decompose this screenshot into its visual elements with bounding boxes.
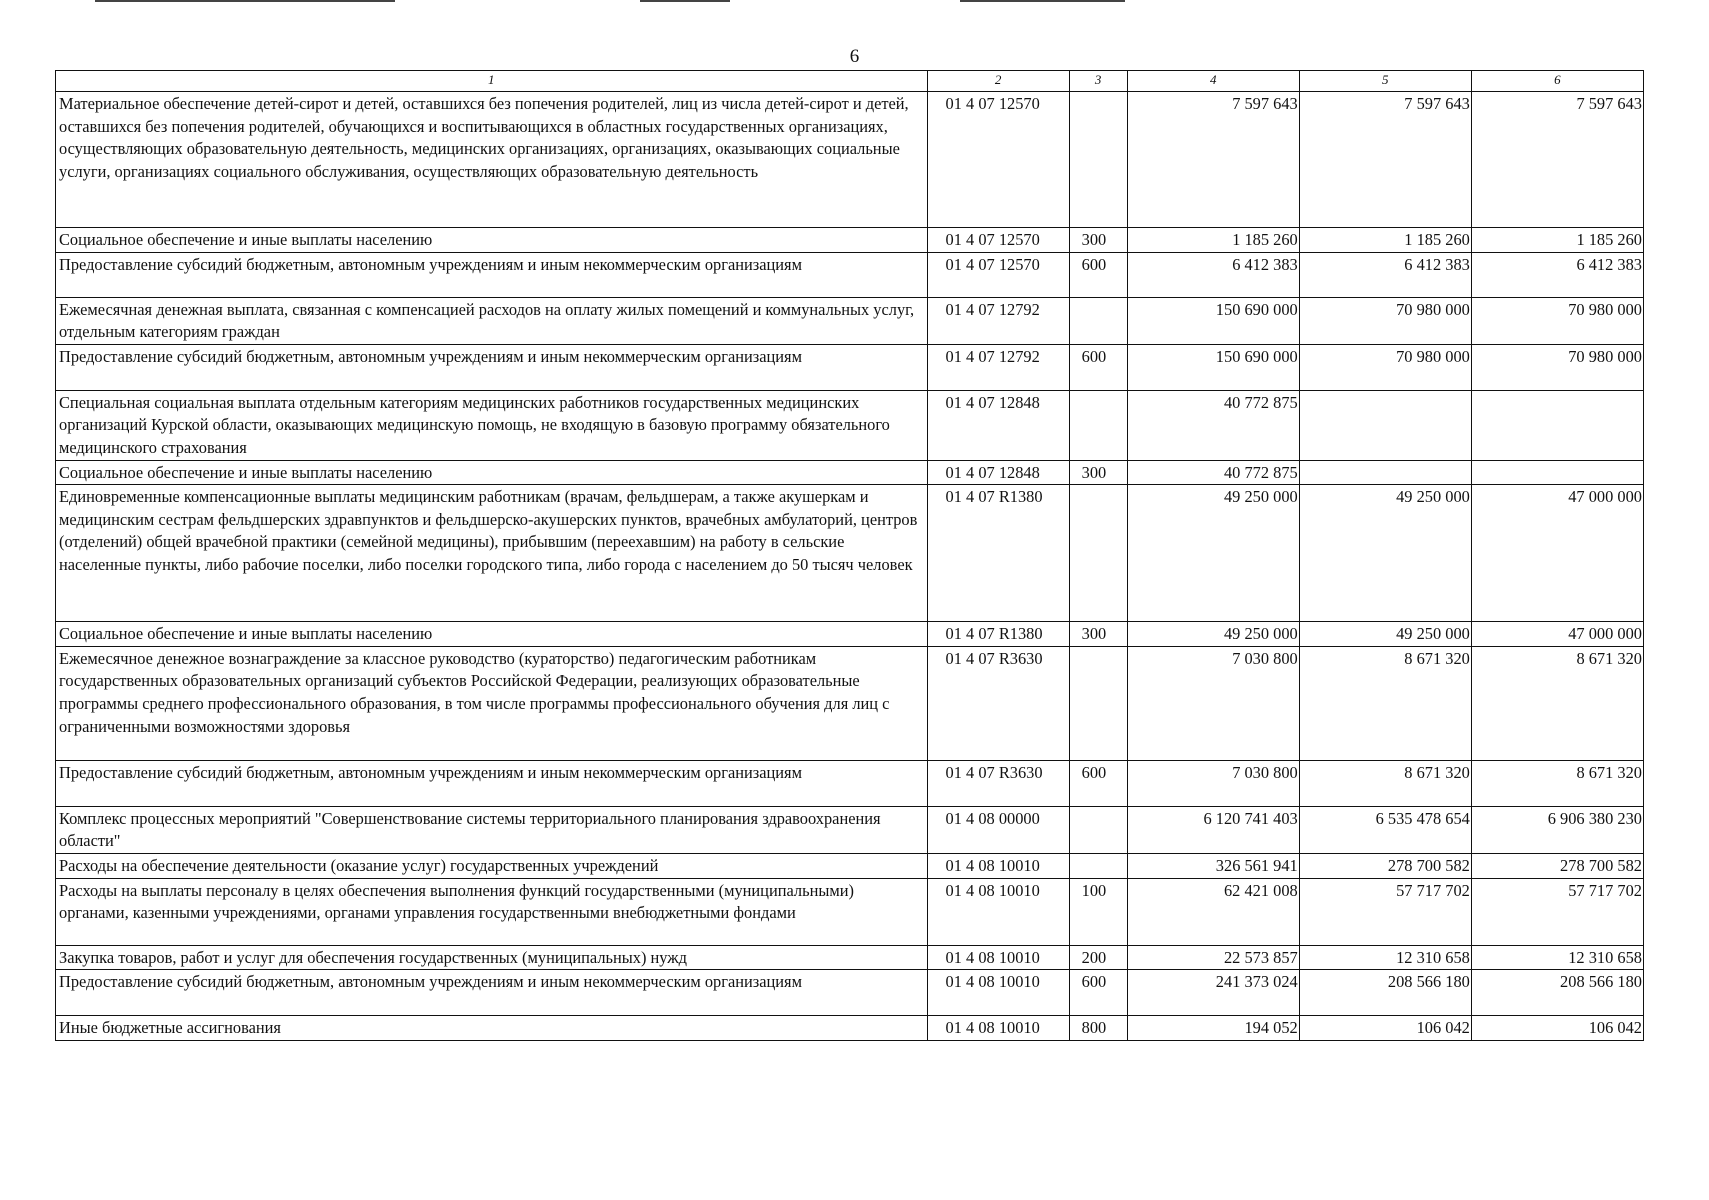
amount-cell: 49 250 000 bbox=[1299, 622, 1471, 647]
table-row bbox=[56, 945, 1644, 970]
amount-cell: 6 412 383 bbox=[1299, 252, 1471, 297]
expense-name-cell: Комплекс процессных мероприятий "Совершенствование системы территориального планирования здравоохранения области" bbox=[56, 806, 928, 853]
amount-cell: 8 671 320 bbox=[1471, 646, 1643, 760]
amount-cell: 57 717 702 bbox=[1471, 878, 1643, 945]
amount-cell: 7 597 643 bbox=[1471, 92, 1643, 228]
amount-cell: 12 310 658 bbox=[1299, 945, 1471, 970]
column-number: 2 bbox=[927, 71, 1069, 92]
table-row bbox=[56, 1016, 1644, 1041]
amount-cell: 6 120 741 403 bbox=[1127, 806, 1299, 853]
expense-name-cell: Ежемесячное денежное вознаграждение за классное руководство (кураторство) педагогическим работникам государственных образовательных организаций субъектов Российской Федерации, реализующих образовательные программы среднего профессионального образования, в том числе программы профессионального обучения для лиц с ограниченными возможностями здоровья bbox=[56, 646, 928, 760]
amount-cell: 7 597 643 bbox=[1299, 92, 1471, 228]
amount-cell: 7 030 800 bbox=[1127, 760, 1299, 806]
scan-edge-line bbox=[95, 0, 395, 2]
table-row bbox=[56, 228, 1644, 253]
expense-type-cell bbox=[1069, 390, 1127, 460]
expense-name-cell: Расходы на выплаты персоналу в целях обеспечения выполнения функций государственными (муниципальными) органами, казенными учреждениями, органами управления государственными внебюджетными фондами bbox=[56, 878, 928, 945]
amount-cell: 208 566 180 bbox=[1471, 970, 1643, 1016]
column-number: 4 bbox=[1127, 71, 1299, 92]
target-item-code-cell: 01 4 08 10010 bbox=[927, 1016, 1069, 1041]
expense-type-cell: 100 bbox=[1069, 878, 1127, 945]
amount-cell: 49 250 000 bbox=[1299, 485, 1471, 622]
expense-type-cell bbox=[1069, 92, 1127, 228]
amount-cell: 150 690 000 bbox=[1127, 344, 1299, 390]
expense-type-cell bbox=[1069, 806, 1127, 853]
amount-cell: 40 772 875 bbox=[1127, 460, 1299, 485]
amount-cell: 106 042 bbox=[1299, 1016, 1471, 1041]
amount-cell: 241 373 024 bbox=[1127, 970, 1299, 1016]
amount-cell: 7 597 643 bbox=[1127, 92, 1299, 228]
target-item-code-cell: 01 4 07 12848 bbox=[927, 460, 1069, 485]
expense-name-cell: Предоставление субсидий бюджетным, автономным учреждениям и иным некоммерческим организациям bbox=[56, 252, 928, 297]
column-number: 6 bbox=[1471, 71, 1643, 92]
amount-cell bbox=[1299, 460, 1471, 485]
expense-type-cell: 300 bbox=[1069, 622, 1127, 647]
scan-edge-line bbox=[960, 0, 1125, 2]
target-item-code-cell: 01 4 07 R3630 bbox=[927, 646, 1069, 760]
expense-type-cell bbox=[1069, 853, 1127, 878]
amount-cell: 70 980 000 bbox=[1299, 297, 1471, 344]
expense-type-cell: 800 bbox=[1069, 1016, 1127, 1041]
expense-type-cell: 600 bbox=[1069, 344, 1127, 390]
target-item-code-cell: 01 4 08 10010 bbox=[927, 945, 1069, 970]
target-item-code-cell: 01 4 07 R1380 bbox=[927, 622, 1069, 647]
target-item-code-cell: 01 4 08 00000 bbox=[927, 806, 1069, 853]
table-row bbox=[56, 92, 1644, 228]
table-row bbox=[56, 390, 1644, 460]
table-row bbox=[56, 646, 1644, 760]
expense-name-cell: Предоставление субсидий бюджетным, автономным учреждениям и иным некоммерческим организациям bbox=[56, 344, 928, 390]
table-row bbox=[56, 485, 1644, 622]
amount-cell: 8 671 320 bbox=[1299, 760, 1471, 806]
target-item-code-cell: 01 4 07 12792 bbox=[927, 297, 1069, 344]
expense-type-cell bbox=[1069, 485, 1127, 622]
target-item-code-cell: 01 4 07 12848 bbox=[927, 390, 1069, 460]
amount-cell: 1 185 260 bbox=[1127, 228, 1299, 253]
amount-cell: 326 561 941 bbox=[1127, 853, 1299, 878]
amount-cell: 278 700 582 bbox=[1471, 853, 1643, 878]
target-item-code-cell: 01 4 08 10010 bbox=[927, 878, 1069, 945]
expense-type-cell: 300 bbox=[1069, 228, 1127, 253]
target-item-code-cell: 01 4 08 10010 bbox=[927, 970, 1069, 1016]
target-item-code-cell: 01 4 07 R1380 bbox=[927, 485, 1069, 622]
budget-table bbox=[55, 70, 1644, 1041]
page-number: 6 bbox=[849, 46, 860, 67]
amount-cell: 7 030 800 bbox=[1127, 646, 1299, 760]
column-number: 3 bbox=[1069, 71, 1127, 92]
amount-cell: 8 671 320 bbox=[1471, 760, 1643, 806]
amount-cell: 208 566 180 bbox=[1299, 970, 1471, 1016]
expense-type-cell: 600 bbox=[1069, 252, 1127, 297]
amount-cell bbox=[1471, 460, 1643, 485]
table-row bbox=[56, 252, 1644, 297]
amount-cell: 6 412 383 bbox=[1471, 252, 1643, 297]
target-item-code-cell: 01 4 07 12570 bbox=[927, 92, 1069, 228]
amount-cell: 49 250 000 bbox=[1127, 485, 1299, 622]
amount-cell: 6 906 380 230 bbox=[1471, 806, 1643, 853]
expense-type-cell bbox=[1069, 646, 1127, 760]
expense-name-cell: Материальное обеспечение детей-сирот и детей, оставшихся без попечения родителей, лиц из числа детей-сирот и детей, оставшихся без попечения родителей, обучающихся и воспитывающихся в областных государственных организациях, осуществляющих образовательную деятельность, медицинских организациях, организациях, оказывающих социальные услуги, организациях социального обслуживания, осуществляющих образовательную деятельность bbox=[56, 92, 928, 228]
expense-name-cell: Закупка товаров, работ и услуг для обеспечения государственных (муниципальных) нужд bbox=[56, 945, 928, 970]
amount-cell: 6 412 383 bbox=[1127, 252, 1299, 297]
expense-type-cell: 600 bbox=[1069, 970, 1127, 1016]
amount-cell: 62 421 008 bbox=[1127, 878, 1299, 945]
amount-cell: 57 717 702 bbox=[1299, 878, 1471, 945]
expense-name-cell: Расходы на обеспечение деятельности (оказание услуг) государственных учреждений bbox=[56, 853, 928, 878]
amount-cell: 278 700 582 bbox=[1299, 853, 1471, 878]
expense-type-cell: 200 bbox=[1069, 945, 1127, 970]
amount-cell: 22 573 857 bbox=[1127, 945, 1299, 970]
amount-cell: 8 671 320 bbox=[1299, 646, 1471, 760]
expense-name-cell: Иные бюджетные ассигнования bbox=[56, 1016, 928, 1041]
target-item-code-cell: 01 4 07 R3630 bbox=[927, 760, 1069, 806]
column-number-row bbox=[56, 71, 1644, 92]
target-item-code-cell: 01 4 07 12570 bbox=[927, 228, 1069, 253]
amount-cell: 70 980 000 bbox=[1471, 344, 1643, 390]
amount-cell bbox=[1471, 390, 1643, 460]
amount-cell: 70 980 000 bbox=[1471, 297, 1643, 344]
table-row bbox=[56, 622, 1644, 647]
amount-cell: 49 250 000 bbox=[1127, 622, 1299, 647]
expense-type-cell: 600 bbox=[1069, 760, 1127, 806]
amount-cell bbox=[1299, 390, 1471, 460]
amount-cell: 1 185 260 bbox=[1471, 228, 1643, 253]
expense-name-cell: Единовременные компенсационные выплаты медицинским работникам (врачам, фельдшерам, а также акушеркам и медицинским сестрам фельдшерских здравпунктов и фельдшерско-акушерских пунктов, врачебных амбулаторий, центров (отделений) общей врачебной практики (семейной медицины), прибывшим (переехавшим) на работу в сельские населенные пункты, либо рабочие поселки, либо поселки городского типа, либо города с населением до 50 тысяч человек bbox=[56, 485, 928, 622]
amount-cell: 12 310 658 bbox=[1471, 945, 1643, 970]
amount-cell: 70 980 000 bbox=[1299, 344, 1471, 390]
target-item-code-cell: 01 4 07 12570 bbox=[927, 252, 1069, 297]
amount-cell: 6 535 478 654 bbox=[1299, 806, 1471, 853]
expense-name-cell: Ежемесячная денежная выплата, связанная с компенсацией расходов на оплату жилых помещений и коммунальных услуг, отдельным категориям граждан bbox=[56, 297, 928, 344]
amount-cell: 150 690 000 bbox=[1127, 297, 1299, 344]
amount-cell: 47 000 000 bbox=[1471, 485, 1643, 622]
column-number: 5 bbox=[1299, 71, 1471, 92]
table-row bbox=[56, 853, 1644, 878]
amount-cell: 106 042 bbox=[1471, 1016, 1643, 1041]
expense-name-cell: Предоставление субсидий бюджетным, автономным учреждениям и иным некоммерческим организациям bbox=[56, 760, 928, 806]
table-row bbox=[56, 970, 1644, 1016]
table-row bbox=[56, 297, 1644, 344]
amount-cell: 40 772 875 bbox=[1127, 390, 1299, 460]
scan-edge-line bbox=[640, 0, 730, 2]
expense-type-cell: 300 bbox=[1069, 460, 1127, 485]
expense-name-cell: Специальная социальная выплата отдельным категориям медицинских работников государственных медицинских организаций Курской области, оказывающих медицинскую помощь, не входящую в базовую программу обязательного медицинского страхования bbox=[56, 390, 928, 460]
column-number: 1 bbox=[56, 71, 928, 92]
expense-name-cell: Социальное обеспечение и иные выплаты населению bbox=[56, 622, 928, 647]
table-row bbox=[56, 878, 1644, 945]
expense-type-cell bbox=[1069, 297, 1127, 344]
table-row bbox=[56, 760, 1644, 806]
table-row bbox=[56, 460, 1644, 485]
table-row bbox=[56, 806, 1644, 853]
table-row bbox=[56, 344, 1644, 390]
target-item-code-cell: 01 4 08 10010 bbox=[927, 853, 1069, 878]
expense-name-cell: Социальное обеспечение и иные выплаты населению bbox=[56, 460, 928, 485]
amount-cell: 194 052 bbox=[1127, 1016, 1299, 1041]
expense-name-cell: Предоставление субсидий бюджетным, автономным учреждениям и иным некоммерческим организациям bbox=[56, 970, 928, 1016]
target-item-code-cell: 01 4 07 12792 bbox=[927, 344, 1069, 390]
table-body bbox=[56, 92, 1644, 1041]
amount-cell: 1 185 260 bbox=[1299, 228, 1471, 253]
amount-cell: 47 000 000 bbox=[1471, 622, 1643, 647]
expense-name-cell: Социальное обеспечение и иные выплаты населению bbox=[56, 228, 928, 253]
